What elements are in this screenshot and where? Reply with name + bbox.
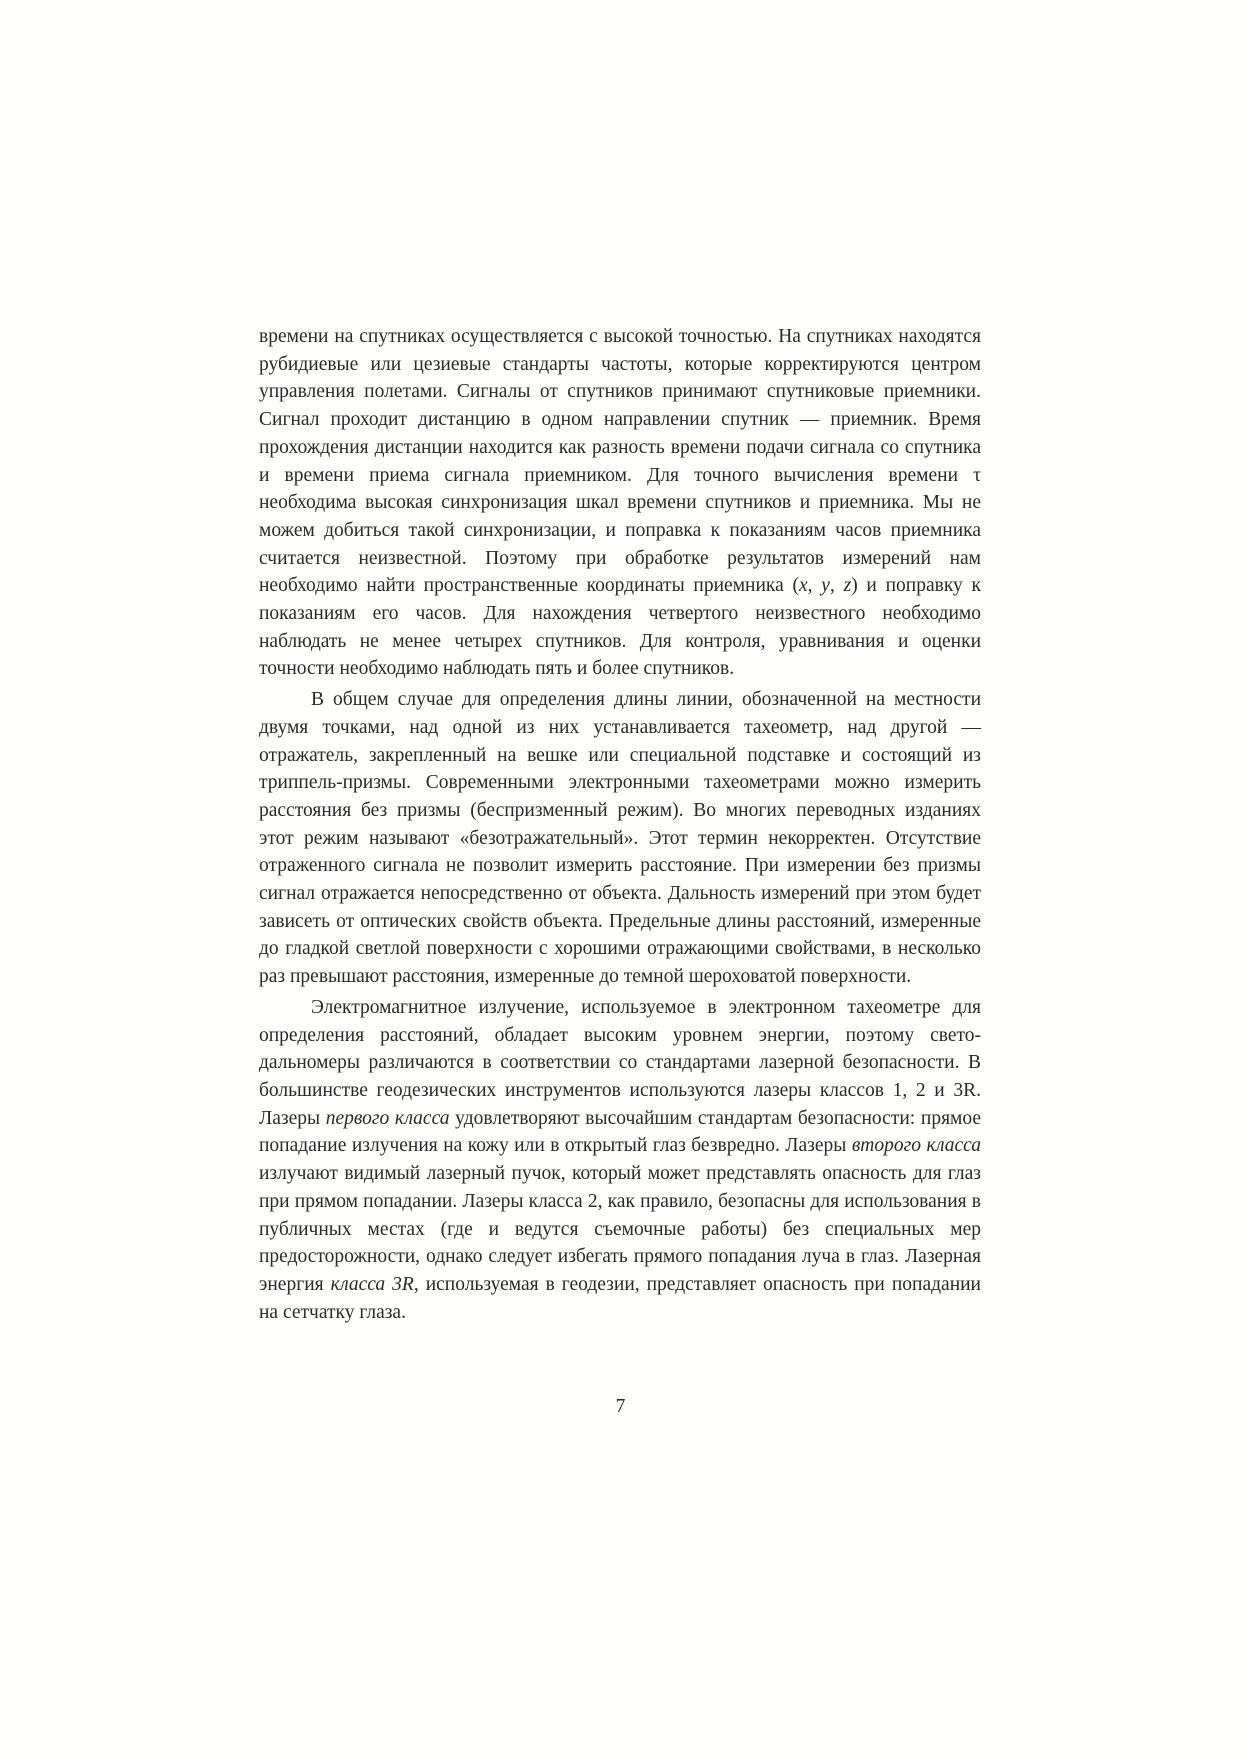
text-segment: ) и поправку к показаниям его часов. Для нахождения четвертого неизвестного необходимо наблюдать не менее четырех спутников. Для контроля, уравнивания и оценки точности необходимо наблюдать пять и более спутников.	[259, 575, 982, 680]
term-first-class: первого класса	[325, 1107, 450, 1129]
page-number: 7	[615, 1396, 626, 1417]
text-segment: излучают видимый лазерный пучок, который может представлять опасность для глаз при прямом попадании. Лазеры класса 2, как правило, безопасны для использования в публичных местах (где и ведутся съемочные работы) без специальных мер предосторожности, однако следует избегать прямого попадания луча в глаз. Лазерная энергия	[259, 1163, 981, 1295]
text-segment: ,	[807, 575, 822, 597]
term-second-class: второго класса	[851, 1135, 982, 1157]
paragraph-gps-timing	[259, 323, 981, 683]
text-segment: В общем случае для определения длины линии, обозначенной на местности двумя точками, над одной из них устанавливается тахеометр, над другой — отражатель, закрепленный на вешке или специальной подставке и состоящий из триппель-призмы. Современными электронными тахеометрами можно измерить расстояния без призмы (беспризменный режим). Во многих переводных изданиях этот режим называют «безотражательный». Этот термин некорректен. Отсутствие отраженного сигнала не позволит измерить расстояние. При измерении без призмы сигнал отражается непосредственно от объекта. Дальность измерений при этом будет зависеть от оптических свойств объекта. Предельные длины расстояний, измеренные до гладкой светлой поверхности с хорошими отражающими свойствами, в несколько раз превышают расстояния, измеренные до темной шероховатой поверхности.	[259, 689, 981, 988]
coordinate-y: y	[821, 575, 830, 597]
coordinate-z: z	[843, 575, 852, 597]
coordinate-x: x	[799, 575, 808, 597]
text-segment: Электромагнитное излучение, используемое в электронном тахеометре для определения расстояний, обладает высоким уровнем энергии, поэтому светодальномеры различаются в соответствии со стандартами лазерной безопасности. В большинстве геодезических инструментов используются лазеры классов 1, 2 и 3R. Лазеры	[259, 996, 981, 1129]
paragraph-laser-safety	[259, 994, 981, 1326]
term-class-3r: класса 3R	[330, 1273, 414, 1295]
text-segment: , используемая в геодезии, представляет опасность при попадании на сетчатку глаза.	[259, 1273, 981, 1323]
text-segment: времени на спутниках осуществляется с высокой точностью. На спутниках находятся рубидиевые или цезиевые стандарты частоты, которые корректируются центром управления полетами. Сигналы от спутников принимают спутниковые приемники. Сигнал проходит дистанцию в одном направлении спутник — приемник. Время прохождения дистанции находится как разность времени подачи сигнала со спутника и времени приема сигнала приемником. Для точного вычисления времени τ необходима высокая синхронизация шкал времени спутников и приемника. Мы не можем добиться такой синхронизации, и поправка к показаниям часов приемника считается неизвестной. Поэтому при обработке результатов измерений нам необходимо найти пространственные координаты приемника (	[259, 326, 981, 597]
text-segment: ,	[829, 575, 844, 597]
paragraph-distance-measurement	[259, 686, 981, 991]
body-text	[259, 323, 981, 1326]
text-segment: удовлетворяют высочайшим стандартам безопасности: прямое попадание излучения на кожу или в открытый глаз безвредно. Лазеры	[259, 1107, 982, 1157]
